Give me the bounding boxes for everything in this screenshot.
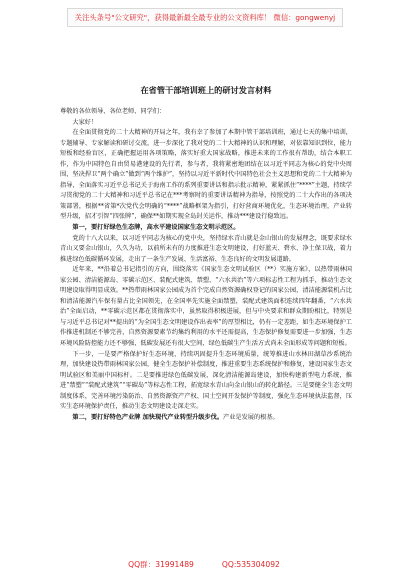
section-heading: 第一，要打好绿色生态牌，高水平建设国家生态文明示范区。 xyxy=(72,224,240,232)
section-paragraph: 近年来，**沿着总书记指引的方向，围绕落实《国家生态文明试验区（**）实施方案》，以热带雨林国家公园、清洁能源岛、零碳示范区、装配式建筑、禁塑、“六水共治”等六项标志性工程为抓手，推动生态文明建设取得明显成效。**热带雨林国家公园成为首个完成自然资源确权登记的国家公园，清洁能源装机占比和清洁能源汽车保有量占比全国领先，在全国率先实施全面禁塑，装配式建筑面积连续四年翻番，“六水共治”全面启动，**零碳示范区都在贯彻落实中，虽然取得积极进展，但与中央要求和群众期盼相比，特别是与习近平总书记对**提出的“为全国生态文明建设作出表率”的厚望相比，仍有一定差距，如生态环境保护工作推进机制还不够完善，自然资源要素节约集约利用的水平还需提高，生态保护修复需要进一步加强，生态环境风险防控能力还不够强，低碳发展还有很大空间，绿色低碳生产生活方式尚未全面形成等问题和短板。 xyxy=(60,266,352,348)
document-body xyxy=(60,107,352,423)
section-paragraph: 产业是发展的根基。 xyxy=(223,413,279,421)
promo-banner-text: 关注头条号"公文研究"，获得最新最全最专业的公文资料库！ 微信：gongwenyj xyxy=(74,13,336,22)
contact-footer xyxy=(0,559,408,570)
greeting: 大家好！ xyxy=(72,118,98,126)
section-heading: 第二，要打好特色产业牌 加快现代产业转型升级步伐。 xyxy=(72,413,224,421)
section-paragraph: 党的十八大以来，以习近平同志为核心的党中央，坚持绿水青山就是金山银山的发展理念，既要求绿水青山又要金山银山，久久为功，以前所未有的力度推进生态文明建设，打好蓝天、碧水、净土保卫战，着力推进绿色低碳循环发展，走出了一条生产发展、生活富裕、生态良好的文明发展道路。 xyxy=(60,234,352,263)
qq-text: QQ:535304092 xyxy=(221,560,280,569)
intro-paragraph: 在全面贯彻党的二十大精神的开局之年，我有幸了参加了本期中管干部培训班，通过七天的集中培训，专题辅导、专家解读和研讨交流，进一步深化了我对党的二十大精神的认识和理解，对依靠知识到位，能力短板和经验盲区，正确把握运用各项策略，落实好重大国家战略，推进未来的工作很有帮助，结合本职工作，作为中国特色自由贸易港建设的先行者，参与者，我将紧密地团结在以习近平同志为核心的党中央周围，坚决捍卫“两个确立”做到“两个维护”，坚持以习近平新时代中国特色社会主义思想和党的二十大精神为指导，全面落实习近平总书记关于海南工作的系列重要讲话和指示批示精神，紧紧抓住“****”主题，持续学习贯彻党的二十大精神和习近平总书记在***考察时的重要讲话精神为指导，按照党的二十大作出的各项决策部署，根据**省第*次党代会明确的“****”战略框架为指引，打好营商环境优化，生态环境治理，产业转型升级，招才引智“四张牌”，确保**如期实现全岛封关运作，推动***建设行稳致远。 xyxy=(60,129,352,221)
document-page xyxy=(60,84,352,423)
document-title: 在省管干部培训班上的研讨发言材料 xyxy=(140,85,272,95)
qq-group-text: QQ群：31991489 xyxy=(128,560,194,569)
section-paragraph: 下一步，一是要严格保护好生态环境，持续巩固提升生态环境质量，统筹推进山水林田湖草沙系统治理，加快建设热带雨林国家公园，健全生态保护补偿制度，推进重要生态系统保护和修复，建设国家生态文明试验区和美丽中国标杆。二是要推进绿色低碳发展，深化清洁能源岛建设，加快构建新型电力系统，推进“禁塑”“装配式建筑”“零碳岛”等标志性工程，拓宽绿水青山向金山银山的转化路径。三是要健全生态文明制度体系，完善环境污染防治、自然资源资产产权、国土空间开发保护等制度，强化生态环境执法监督，压实生态环境保护责任，推动生态文明建设走深走实。 xyxy=(60,350,352,411)
promo-banner xyxy=(67,8,343,27)
salutation: 尊敬的各位领导、各位老师、同学们： xyxy=(60,108,166,115)
section-2-start xyxy=(60,413,352,424)
